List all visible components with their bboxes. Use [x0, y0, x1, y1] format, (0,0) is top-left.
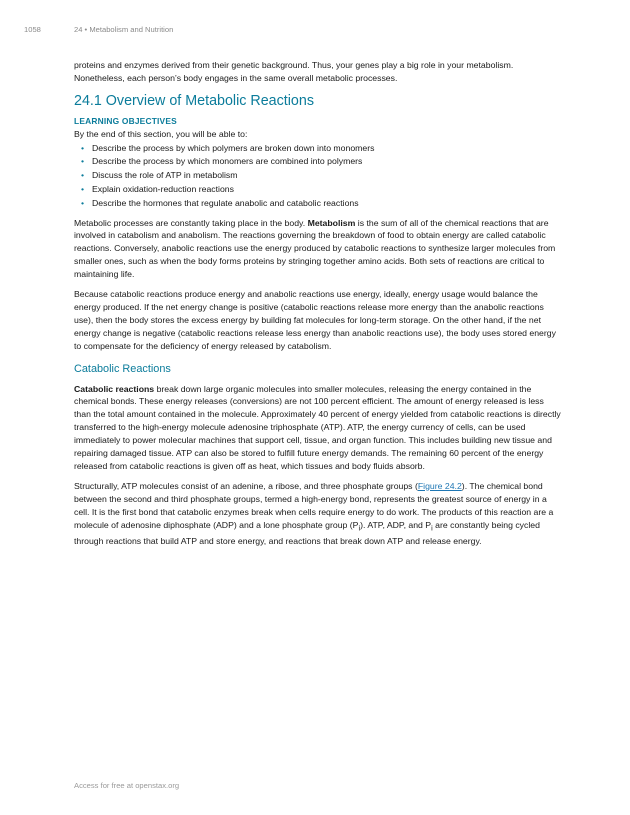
running-header — [24, 25, 173, 34]
objective-item: • Explain oxidation-reduction reactions — [74, 183, 562, 197]
footer-text: Access for free at openstax.org — [74, 781, 180, 790]
page-content — [74, 59, 562, 555]
page-number: 1058 — [24, 25, 41, 34]
chapter-title: 24 • Metabolism and Nutrition — [74, 25, 174, 34]
metabolism-paragraph: Metabolic processes are constantly taking place in the body. Metabolism is the sum of all of the chemical reactions that are involved in catabolism and anabolism. The reactions governing the breakdown of food to obtain energy are called catabolic reactions. Conversely, anabolic reactions use the energy produced by catabolic reactions to synthesize larger molecules from smaller ones, such as when the body forms proteins by stringing together amino acids. Both sets of reactions are critical to maintaining life. — [74, 217, 556, 280]
section-title: 24.1 Overview of Metabolic Reactions — [74, 92, 314, 109]
objective-item: • Describe the process by which monomers are combined into polymers — [74, 155, 562, 169]
atp-structure-paragraph: Structurally, ATP molecules consist of an adenine, a ribose, and three phosphate groups (Figure 24.2). The chemical bond between the second and third phosphate groups, termed a high-energy bond, represents the greatest source of energy in a cell. It is the first bond that catabolic enzymes break when cells require energy to do work. The products of this reaction are a molecule of adenosine diphosphate (ADP) and a lone phosphate group $(P_i)$. ATP, ADP, and $P_i$ are constantly being cycled through reactions that build ATP and store energy, and reactions that break down ATP and release energy. — [74, 480, 554, 547]
term-catabolic-reactions: Catabolic reactions — [74, 383, 155, 394]
objective-item: • Describe the hormones that regulate anabolic and catabolic reactions — [74, 197, 562, 211]
bullet-icon: • — [81, 183, 85, 194]
learning-objectives-list — [74, 142, 562, 211]
subsection-title: Catabolic Reactions — [74, 362, 171, 375]
bullet-icon: • — [81, 197, 85, 208]
term-metabolism: Metabolism — [307, 217, 356, 228]
bullet-icon: • — [81, 156, 85, 167]
catabolic-paragraph: Catabolic reactions break down large organic molecules into smaller molecules, releasing the energy contained in the chemical bonds. These energy releases (conversions) are not 100 percent efficient. The amount of energy released is less than the total amount contained in the molecule. Approximately 40 percent of energy yielded from catabolic reactions is directly transferred to the high-energy molecule adenosine triphosphate (ATP). ATP, the energy currency of cells, can be used immediately to power molecular machines that support cell, tissue, and organ function. This includes building new tissue and repairing damaged tissue. ATP can also be stored to fulfill future energy demands. The remaining 60 percent of the energy released from catabolic reactions is given off as heat, which tissues and body fluids absorb. — [74, 383, 561, 471]
objective-item: • Describe the process by which polymers are broken down into monomers — [74, 142, 562, 156]
energy-balance-paragraph: Because catabolic reactions produce energy and anabolic reactions use energy, ideally, energy usage would balance the energy produced. If the net energy change is positive (catabolic reactions release more energy than the anabolic reactions use), then the body stores the excess energy by building fat molecules for long-term storage. On the other hand, if the net energy change is negative (catabolic reactions release less energy than anabolic reactions use), the body uses stored energy to compensate for the deficiency of energy released by catabolism. — [74, 289, 556, 351]
bullet-icon: • — [81, 170, 85, 181]
figure-link[interactable]: Figure 24.2 — [417, 480, 462, 491]
learning-objectives-intro: By the end of this section, you will be able to: — [74, 128, 248, 139]
learning-objectives-heading: LEARNING OBJECTIVES — [74, 115, 177, 126]
intro-paragraph: proteins and enzymes derived from their genetic background. Thus, your genes play a big role in your metabolism. Nonetheless, each person’s body engages in the same overall metabolic processes. — [74, 60, 514, 83]
objective-item: • Discuss the role of ATP in metabolism — [74, 169, 562, 183]
bullet-icon: • — [81, 142, 85, 153]
